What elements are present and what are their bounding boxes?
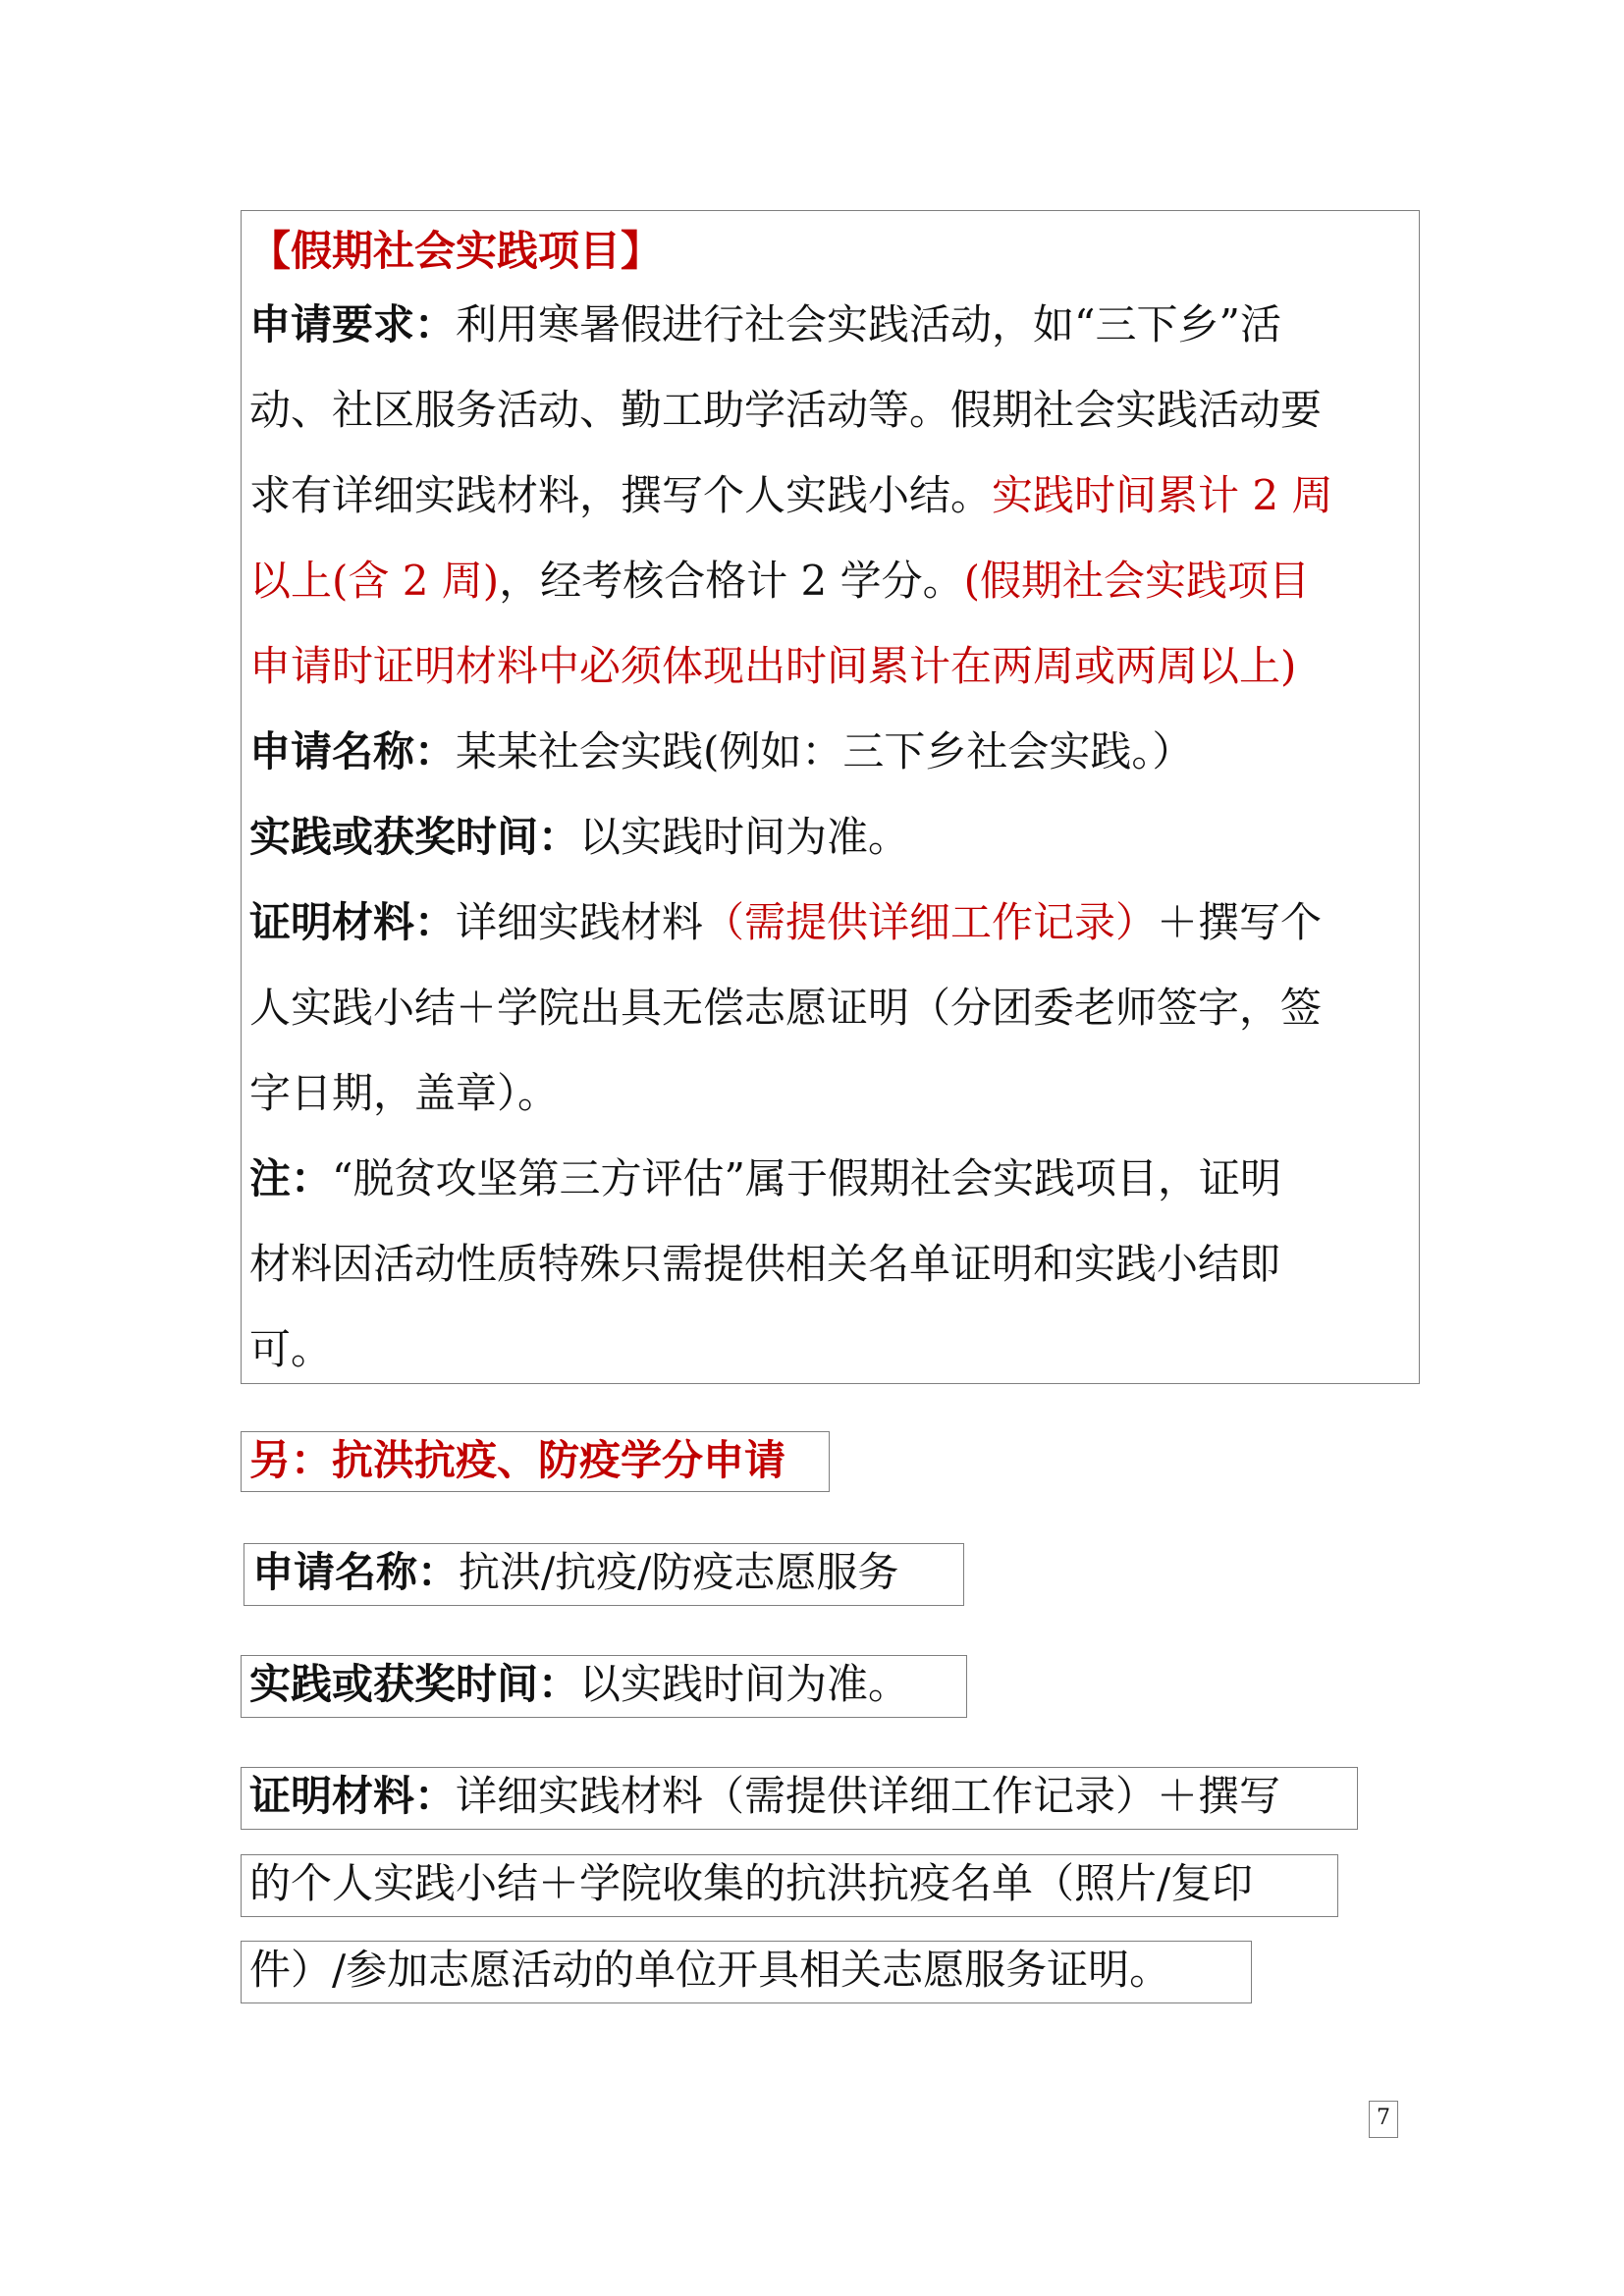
extra-proof-label: 证明材料： xyxy=(249,1772,457,1820)
section-title: 【假期社会实践项目】 xyxy=(249,227,663,275)
practice-section-box xyxy=(241,210,1420,1384)
extra-proof-line-3: 件）/参加志愿活动的单位开具相关志愿服务证明。 xyxy=(241,1941,1252,2003)
page-number: 7 xyxy=(1369,2101,1398,2138)
extra-practice-time-line: 实践或获奖时间：以实践时间为准。 xyxy=(241,1655,967,1718)
extra-practice-time-label: 实践或获奖时间： xyxy=(249,1660,580,1708)
proof-line-3: 字日期，盖章）。 xyxy=(249,1069,560,1117)
requirement-label: 申请要求： xyxy=(249,300,457,348)
extra-proof-line-2: 的个人实践小结＋学院收集的抗洪抗疫名单（照片/复印 xyxy=(241,1854,1338,1917)
note-line-1: 注：“脱贫攻坚第三方评估”属于假期社会实践项目，证明 xyxy=(249,1154,1281,1202)
requirement-line-1: 申请要求：利用寒暑假进行社会实践活动，如“三下乡”活 xyxy=(249,300,1281,348)
extra-title: 另：抗洪抗疫、防疫学分申请 xyxy=(241,1431,830,1492)
apply-name-line: 申请名称：某某社会实践(例如：三下乡社会实践。） xyxy=(249,727,1194,775)
extra-apply-name-line: 申请名称：抗洪/抗疫/防疫志愿服务 xyxy=(244,1543,964,1606)
proof-line-1: 证明材料：详细实践材料（需提供详细工作记录）＋撰写个 xyxy=(249,898,1323,946)
practice-time-label: 实践或获奖时间： xyxy=(249,813,580,861)
requirement-line-3: 求有详细实践材料，撰写个人实践小结。实践时间累计 2 周 xyxy=(249,471,1333,519)
proof-label: 证明材料： xyxy=(249,898,457,946)
note-line-3: 可。 xyxy=(249,1325,333,1373)
note-label: 注： xyxy=(249,1154,333,1202)
requirement-line-4: 以上(含 2 周)，经考核合格计 2 学分。(假期社会实践项目 xyxy=(249,557,1311,605)
practice-time-line: 实践或获奖时间：以实践时间为准。 xyxy=(249,813,910,861)
note-line-2: 材料因活动性质特殊只需提供相关名单证明和实践小结即 xyxy=(249,1240,1281,1288)
extra-apply-name-label: 申请名称： xyxy=(252,1548,460,1596)
requirement-line-5: 申请时证明材料中必须体现出时间累计在两周或两周以上) xyxy=(249,642,1297,690)
apply-name-label: 申请名称： xyxy=(249,727,457,775)
proof-line-2: 人实践小结＋学院出具无偿志愿证明（分团委老师签字，签 xyxy=(249,984,1323,1032)
extra-proof-line-1: 证明材料：详细实践材料（需提供详细工作记录）＋撰写 xyxy=(241,1767,1358,1830)
requirement-line-2: 动、社区服务活动、勤工助学活动等。假期社会实践活动要 xyxy=(249,386,1323,434)
